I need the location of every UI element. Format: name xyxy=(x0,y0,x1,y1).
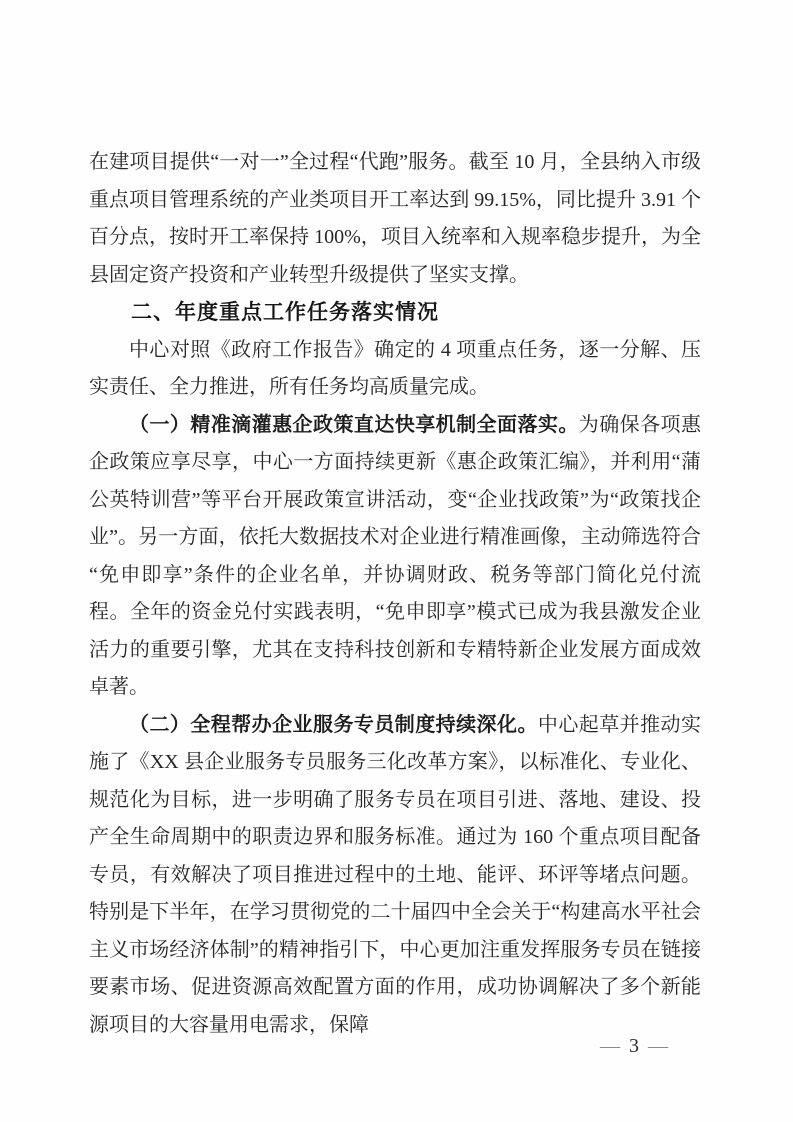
subsection-2-text: 中心起草并推动实施了《XX 县企业服务专员服务三化改革方案》，以标准化、专业化、规范化为目标，进一步明确了服务专员在项目引进、落地、建设、投产全生命周期中的职责边界和服务标准。通过为 160 个重点项目配备专员，有效解决了项目推进过程中的土地、能评、环评等堵点问题。特别是下半年，在学习贯彻党的二十届四中全会关于“构建高水平社会主义市场经济体制”的精神指引下，中心更加注重发挥服务专员在链接要素市场、促进资源高效配置方面的作用，成功协调解决了多个新能源项目的大容量用电需求，保障 xyxy=(89,713,702,1036)
subsection-1-paragraph xyxy=(89,407,701,707)
subsection-1-title: （一）精准滴灌惠企政策直达快享机制全面落实。 xyxy=(129,413,579,436)
subsection-1-text: 为确保各项惠企政策应享尽享，中心一方面持续更新《惠企政策汇编》，并利用“蒲公英特训营”等平台开展政策宣讲活动，变“企业找政策”为“政策找企业”。另一方面，依托大数据技术对企业进行精准画像，主动筛选符合“免申即享”条件的企业名单，并协调财政、税务等部门简化兑付流程。全年的资金兑付实践表明，“免申即享”模式已成为我县激发企业活力的重要引擎，尤其在支持科技创新和专精特新企业发展方面成效卓著。 xyxy=(89,413,702,698)
section-heading: 二、年度重点工作任务落实情况 xyxy=(131,301,439,324)
page-number-value: 3 xyxy=(629,1035,639,1057)
paragraph-continuation: 在建项目提供“一对一”全过程“代跑”服务。截至 10 月，全县纳入市级重点项目管理系统的产业类项目开工率达到 99.15%，同比提升 3.91 个百分点，按时开工率保持 100%，项目入统率和入规率稳步提升，为全县固定资产投资和产业转型升级提供了坚实支撑。 xyxy=(89,151,701,286)
document-body xyxy=(89,144,701,1044)
subsection-2-title: （二）全程帮办企业服务专员制度持续深化。 xyxy=(129,713,538,736)
page-number xyxy=(600,1034,668,1058)
page-number-dash-right: — xyxy=(648,1035,668,1057)
page-number-dash-left: — xyxy=(600,1035,620,1057)
section-intro-paragraph: 中心对照《政府工作报告》确定的 4 项重点任务，逐一分解、压实责任、全力推进，所有任务均高质量完成。 xyxy=(89,338,701,398)
subsection-2-paragraph xyxy=(89,707,701,1045)
